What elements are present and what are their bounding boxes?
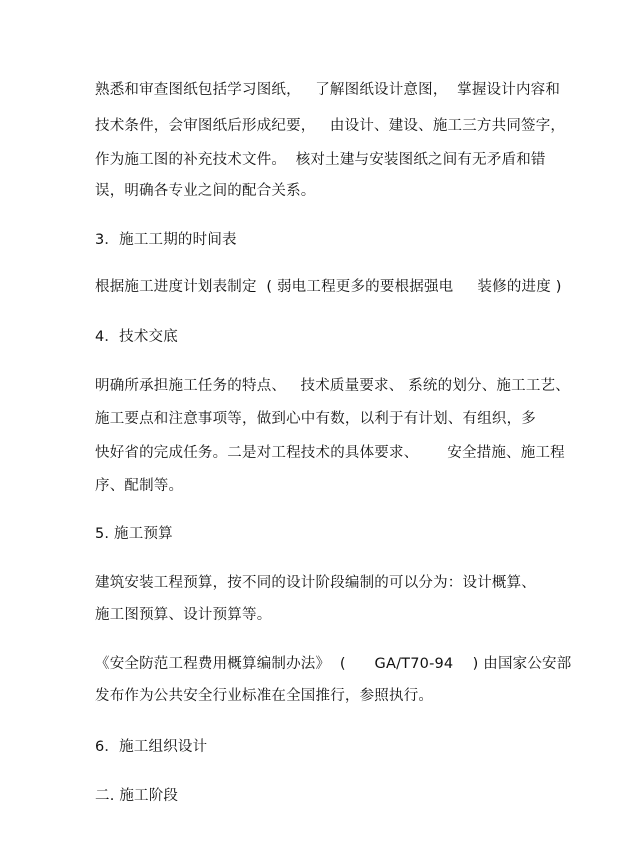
paragraph-1-line-4: 误，明确各专业之间的配合关系。: [95, 183, 316, 199]
paragraph-1-line-1: 熟悉和审查图纸包括学习图纸， 了解图纸设计意图， 掌握设计内容和: [95, 82, 561, 98]
paragraph-5-line-1: 《安全防范工程费用概算编制办法》 ( GA/T70-94 ) 由国家公安部: [95, 656, 572, 672]
paragraph-5-line-2: 发布作为公共安全行业标准在全国推行，参照执行。: [95, 688, 434, 704]
section-construction-phase-heading: 二. 施工阶段: [95, 788, 179, 804]
paragraph-3-line-2: 施工要点和注意事项等，做到心中有数，以利于有计划、有组织，多: [95, 411, 536, 427]
paragraph-1-line-2: 技术条件，会审图纸后形成纪要， 由设计、建设、施工三方共同签字，: [95, 118, 566, 134]
section-3-heading: 3．施工工期的时间表: [95, 232, 237, 248]
paragraph-3-line-4: 序、配制等。: [95, 478, 184, 494]
section-5-heading: 5. 施工预算: [95, 526, 173, 542]
paragraph-1-line-3: 作为施工图的补充技术文件。 核对土建与安装图纸之间有无矛盾和错: [95, 152, 546, 168]
paragraph-4-line-1: 建筑安装工程预算，按不同的设计阶段编制的可以分为：设计概算、: [95, 575, 536, 591]
section-4-heading: 4．技术交底: [95, 329, 178, 345]
paragraph-3-line-3: 快好省的完成任务。二是对工程技术的具体要求、 安全措施、施工程: [95, 445, 565, 461]
section-6-heading: 6．施工组织设计: [95, 739, 208, 755]
paragraph-2-line-1: 根据施工进度计划表制定 ( 弱电工程更多的要根据强电 装修的进度 ): [95, 279, 562, 295]
paragraph-3-line-1: 明确所承担施工任务的特点、 技术质量要求、 系统的划分、施工工艺、: [95, 378, 570, 394]
paragraph-4-line-2: 施工图预算、设计预算等。: [95, 607, 272, 623]
